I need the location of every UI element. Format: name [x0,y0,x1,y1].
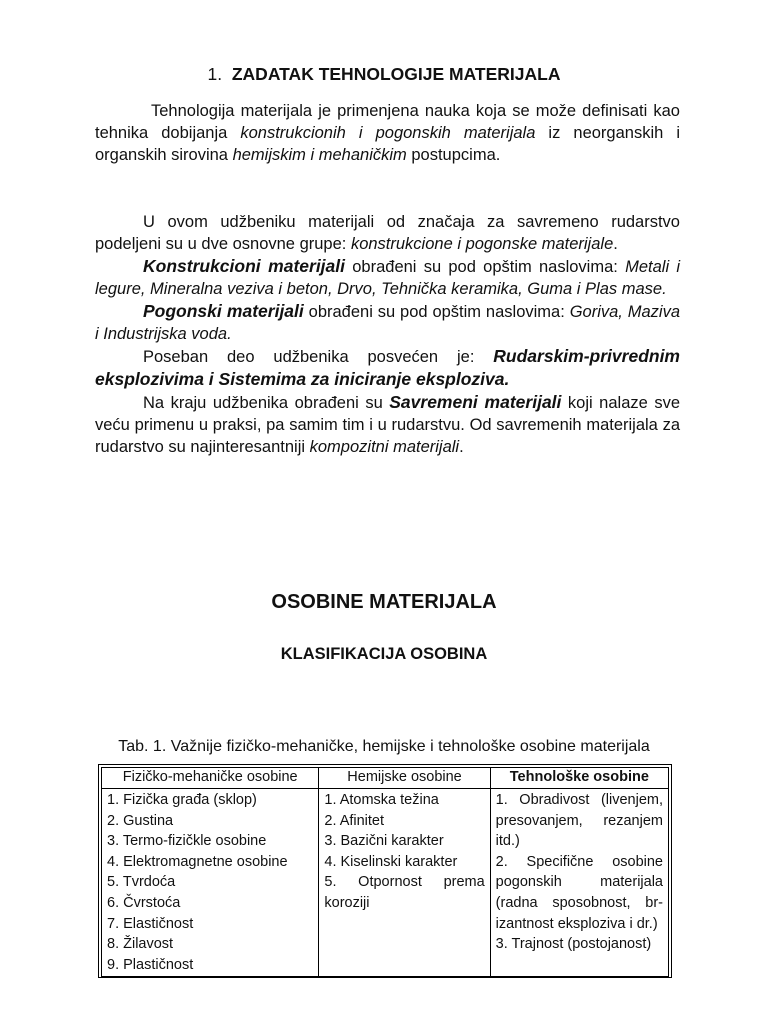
body-text-run: U ovom udžbeniku materijali od značaja [143,213,475,231]
paragraph-modern-materials [95,391,680,458]
table-header-row [102,768,669,789]
body-emphasis: Metali i legure, Mineralna veziva i beton, Drvo, Tehnička keramika, Guma [95,258,681,298]
section-title: ZADATAK TEHNOLOGIJE MATERIJALA [231,64,561,84]
body-text-run: sve veću pr [95,394,680,434]
body-emphasis: kompozitni materijali [309,438,460,456]
section2-subtitle: KLASIFIKACIJA OSOBINA [280,645,488,663]
body-text-run: Na kraju udžbenika obrađeni su [143,394,390,412]
intro-text: iz neorganskih i organskih sirovina [95,124,681,164]
list-item: 6. Čvrstoća [107,894,181,911]
cell-technological [490,789,668,977]
list-item: 5. Otpornost prema koroziji [324,874,485,911]
list-item: 4. Kiselinski karakter [324,853,458,870]
properties-table-frame [98,764,672,978]
list-item: 2. Afinitet [324,812,385,829]
list-item: 7. Elastičnost [107,915,194,932]
paragraph-operating-materials [95,300,680,345]
intro-paragraph [95,100,680,166]
body-emphasis: i Plas mase. [572,280,667,298]
intro-text: definisati kao tehnika dobijanja [95,102,680,142]
list-item: 3. Trajnost (postojanost) [495,936,652,953]
cell-physical-mechanical [102,789,319,977]
list-item: 9. Plastičnost [107,956,194,973]
body-text-run: imenu u praksi, pa samim tim i u rudarstvu. Od savremenih materijala za rudarstvo su najinteresantniji [95,416,680,456]
header-technological: Tehnološke osobine [490,768,668,789]
body-text-run: obrađeni su pod opštim naslovima [345,258,614,276]
intro-emphasis: hemijskim i mehaničkim [232,146,407,164]
list-item: 2. Specifične osobine pogonskih materijala (radna sposobnost, br-izantnost eksploziva i dr.) [495,853,663,932]
header-physical-mechanical: Fizičko-mehaničke osobine [102,768,319,789]
table-caption: Tab. 1. Važnije fizičko-mehaničke, hemijske i tehnološke osobine materijala [118,738,650,755]
body-text-run: : [560,303,570,321]
list-item: 1. Fizička građa (sklop) [107,792,257,808]
body-strong-emphasis: Pogonski materijali [143,301,304,321]
body-text-run: Poseban deo udžbenika posvećen je [143,348,470,366]
body-strong-emphasis: Savremeni materijali [389,392,562,412]
properties-table [101,767,669,977]
list-item: 2. Gustina [107,812,174,829]
list-item: 1. Atomska težina [324,792,439,808]
body-text-run: : [469,348,494,366]
table-row [102,789,669,977]
list-item: 3. Termo-fizičkle osobine [107,833,267,850]
intro-emphasis: konstrukcionih i pogonskih materijala [240,124,536,142]
paragraph-explosives [95,345,680,391]
paragraph-groups [95,211,680,255]
section2-title: OSOBINE MATERIJALA [271,591,497,613]
header-chemical: Hemijske osobine [319,768,490,789]
list-item: 4. Elektromagnetne osobine [107,853,288,870]
section-number: 1. [207,64,223,84]
intro-text: je primenjena nauka koja se može [318,102,577,120]
list-item: 1. Obradivost (livenjem, presovanjem, rezanjem itd.) [495,792,663,850]
list-item: 5. Tvrdoća [107,874,176,891]
body-strong-emphasis: Rudarskim-privrednim eksplozivima i Sistemima za iniciranje eksploziva. [95,346,680,389]
intro-text: Tehnologija materijala [151,102,319,120]
body-emphasis: konstrukcione i pogonske materijale [350,235,614,253]
body-text-run: . [613,235,618,253]
paragraph-construction-materials [95,255,680,300]
body-text-run: koji nalaze [561,394,655,412]
body-text-run: za savremeno rudarstvo podeljeni su u dve osnovne grupe: [95,213,680,253]
list-item: 8. Žilavost [107,936,174,953]
body-strong-emphasis: Konstrukcioni materijali [143,256,346,276]
body-text-run: obrađeni su pod opštim naslovima [303,303,561,321]
body-emphasis: Goriva, Maziva i Industrijska voda. [95,303,681,343]
section-heading [0,64,768,85]
cell-chemical [319,789,490,977]
body-text-run: . [459,438,464,456]
list-item: 3. Bazični karakter [324,833,444,850]
body-text [95,211,680,458]
body-text-run: : [613,258,626,276]
intro-text: postupcima. [406,146,501,164]
